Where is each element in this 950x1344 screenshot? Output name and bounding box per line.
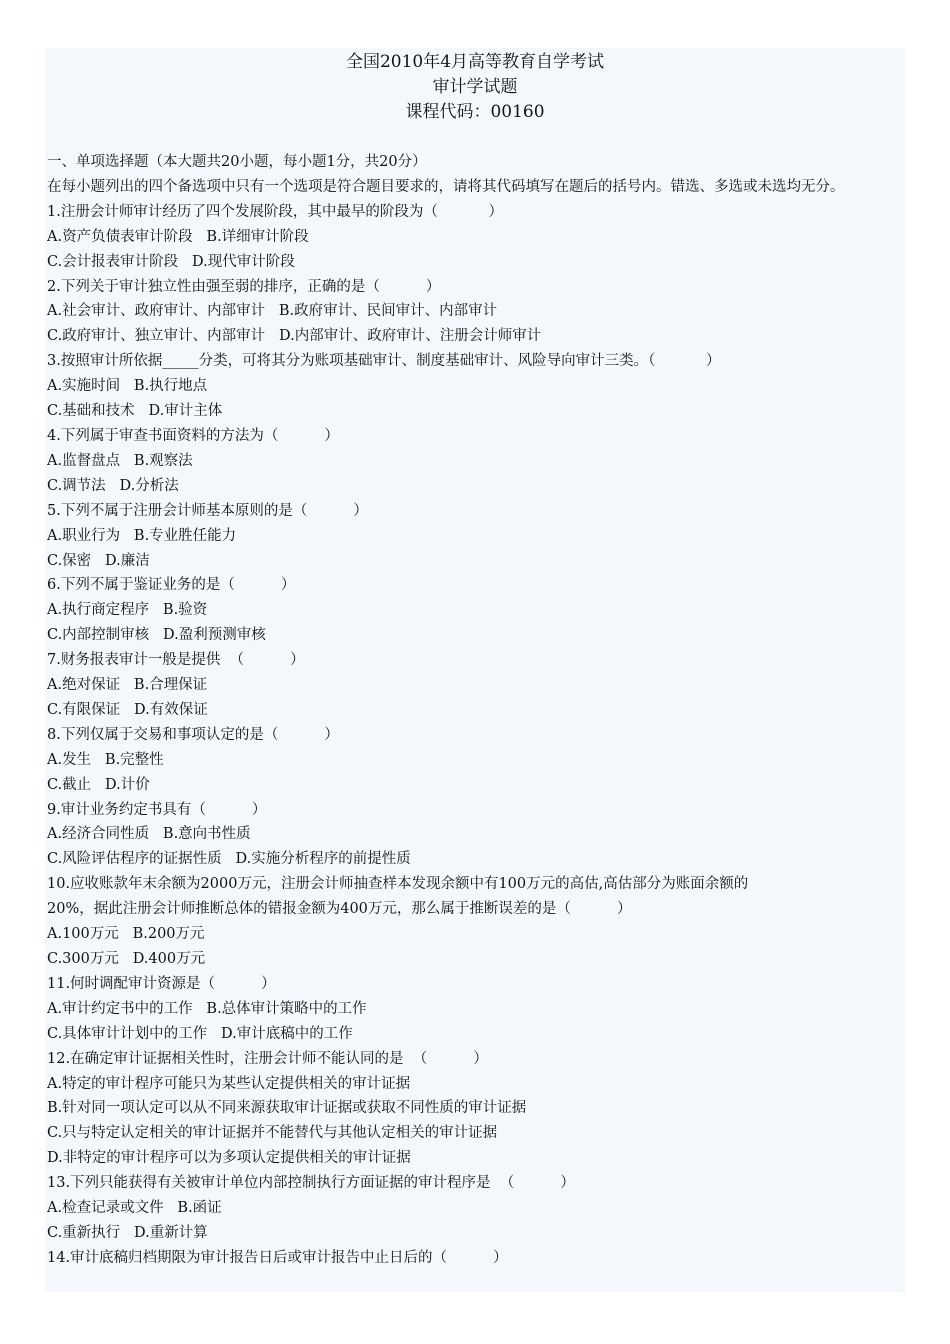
answer-options: B.针对同一项认定可以从不同来源获取审计证据或获取不同性质的审计证据 xyxy=(47,1100,527,1117)
question-line: 20%，据此注册会计师推断总体的错报金额为400万元，那么属于推断误差的是（ ） xyxy=(47,901,632,918)
answer-options: A.发生 B.完整性 xyxy=(47,751,164,768)
answer-options: C.内部控制审核 D.盈利预测审核 xyxy=(47,627,266,644)
exam-title: 全国2010年4月高等教育自学考试 xyxy=(345,52,605,72)
answer-options: A.执行商定程序 B.验资 xyxy=(47,602,208,619)
answer-options: A.100万元 B.200万元 xyxy=(47,926,205,943)
answer-options: C.风险评估程序的证据性质 D.实施分析程序的前提性质 xyxy=(47,851,411,868)
answer-options: A.实施时间 B.执行地点 xyxy=(47,378,208,395)
section-instruction: 在每小题列出的四个备选项中只有一个选项是符合题目要求的，请将其代码填写在题后的括号内。错选、多选或未选均无分。 xyxy=(47,178,845,195)
answer-options: C.保密 D.廉洁 xyxy=(47,552,150,569)
answer-options: A.审计约定书中的工作 B.总体审计策略中的工作 xyxy=(47,1000,367,1017)
question-line: 12.在确定审计证据相关性时，注册会计师不能认同的是 （ ） xyxy=(47,1050,488,1067)
exam-header xyxy=(45,48,905,125)
answer-options: C.截止 D.计价 xyxy=(47,776,150,793)
exam-body xyxy=(45,150,905,1271)
question-line: 7.财务报表审计一般是提供 （ ） xyxy=(47,652,305,669)
answer-options: C.有限保证 D.有效保证 xyxy=(47,701,208,718)
answer-options: A.职业行为 B.专业胜任能力 xyxy=(47,527,237,544)
answer-options: C.只与特定认定相关的审计证据并不能替代与其他认定相关的审计证据 xyxy=(47,1125,498,1142)
answer-options: C.调节法 D.分析法 xyxy=(47,477,179,494)
question-line: 9.审计业务约定书具有（ ） xyxy=(47,801,267,818)
answer-options: C.政府审计、独立审计、内部审计 D.内部审计、政府审计、注册会计师审计 xyxy=(47,328,542,345)
answer-options: A.检查记录或文件 B.函证 xyxy=(47,1200,222,1217)
answer-options: A.绝对保证 B.合理保证 xyxy=(47,677,208,694)
question-line: 5.下列不属于注册会计师基本原则的是（ ） xyxy=(47,502,368,519)
question-line: 1.注册会计师审计经历了四个发展阶段，其中最早的阶段为（ ） xyxy=(47,203,504,220)
question-list xyxy=(47,200,903,1271)
answer-options: C.具体审计计划中的工作 D.审计底稿中的工作 xyxy=(47,1025,353,1042)
question-line: 4.下列属于审查书面资料的方法为（ ） xyxy=(47,427,339,444)
question-line: 11.何时调配审计资源是（ ） xyxy=(47,975,276,992)
answer-options: A.经济合同性质 B.意向书性质 xyxy=(47,826,251,843)
question-line: 6.下列不属于鉴证业务的是（ ） xyxy=(47,577,296,594)
exam-subject: 审计学试题 xyxy=(432,77,518,97)
question-line: 13.下列只能获得有关被审计单位内部控制执行方面证据的审计程序是 （ ） xyxy=(47,1175,575,1192)
course-code: 课程代码：00160 xyxy=(405,102,545,122)
answer-options: A.监督盘点 B.观察法 xyxy=(47,452,193,469)
question-line: 3.按照审计所依据_____分类，可将其分为账项基础审计、制度基础审计、风险导向审计三类。（ ） xyxy=(47,353,721,370)
answer-options: C.300万元 D.400万元 xyxy=(47,951,206,967)
question-line: 8.下列仅属于交易和事项认定的是（ ） xyxy=(47,726,339,743)
answer-options: D.非特定的审计程序可以为多项认定提供相关的审计证据 xyxy=(47,1150,411,1167)
answer-options: A.特定的审计程序可能只为某些认定提供相关的审计证据 xyxy=(47,1075,411,1092)
answer-options: C.会计报表审计阶段 D.现代审计阶段 xyxy=(47,253,295,270)
answer-options: A.资产负债表审计阶段 B.详细审计阶段 xyxy=(47,228,309,245)
exam-page xyxy=(45,48,905,1292)
section-heading: 一、单项选择题（本大题共20小题，每小题1分，共20分） xyxy=(47,154,427,170)
question-line: 2.下列关于审计独立性由强至弱的排序，正确的是（ ） xyxy=(47,278,441,295)
answer-options: C.重新执行 D.重新计算 xyxy=(47,1224,208,1241)
answer-options: A.社会审计、政府审计、内部审计 B.政府审计、民间审计、内部审计 xyxy=(47,303,498,320)
question-line: 14.审计底稿归档期限为审计报告日后或审计报告中止日后的（ ） xyxy=(47,1249,508,1266)
answer-options: C.基础和技术 D.审计主体 xyxy=(47,403,223,420)
question-line: 10.应收账款年末余额为2000万元，注册会计师抽查样本发现余额中有100万元的高估,高估部分为账面余额的 xyxy=(47,876,749,893)
